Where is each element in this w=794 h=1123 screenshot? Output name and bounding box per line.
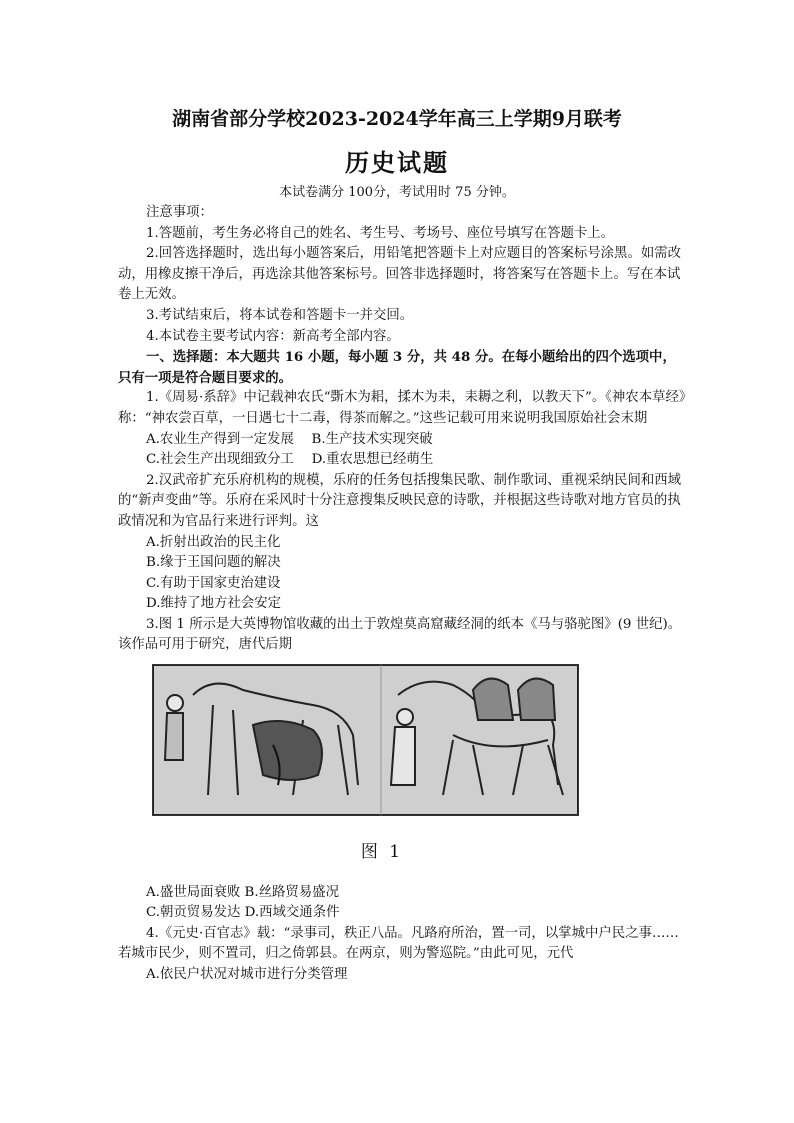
exam-body bbox=[118, 203, 686, 986]
notice-item: 3.考试结束后，将本试卷和答题卡一并交回。 bbox=[146, 307, 414, 323]
question-option: A.折射出政治的民主化 bbox=[146, 534, 281, 550]
exam-meta: 本试卷满分 100分，考试用时 75 分钟。 bbox=[279, 185, 515, 200]
question-option: C.有助于国家吏治建设 bbox=[146, 575, 281, 591]
exam-title: 湖南省部分学校2023-2024学年高三上学期9月联考 bbox=[172, 108, 622, 130]
notice-item: 2.回答选择题时，选出每小题答案后，用铅笔把答题卡上对应题目的答案标号涂黑。如需改动，用橡皮擦干净后，再选涂其他答案标号。回答非选择题时，将答案写在答题卡上。写在本试卷上无效。 bbox=[118, 246, 682, 303]
question-stem: 1.《周易·系辞》中记载神农氏“斲木为耜，揉木为耒，耒耨之利，以教天下”。《神农本草经》称：“神农尝百草，一日遇七十二毒，得茶而解之。”这些记载可用来说明我国原始社会末期 bbox=[118, 390, 686, 426]
notice-heading: 注意事项： bbox=[146, 205, 213, 220]
question-options: C.朝贡贸易发达 D.西域交通条件 bbox=[146, 905, 340, 921]
question-option: D.维持了地方社会安定 bbox=[146, 596, 282, 612]
question-stem: 2.汉武帝扩充乐府机构的规模，乐府的任务包括搜集民歌、制作歌词、重视采纳民间和西域的“新声变曲”等。乐府在采风时十分注意搜集反映民意的诗歌，并根据这些诗歌对地方官员的执政情况和为官品行来进行评判。这 bbox=[118, 472, 682, 529]
notice-item: 1.答题前，考生务必将自己的姓名、考生号、考场号、座位号填写在答题卡上。 bbox=[146, 225, 615, 241]
question-options: A.农业生产得到一定发展 B.生产技术实现突破 bbox=[146, 431, 433, 447]
notice-item: 4.本试卷主要考试内容：新高考全部内容。 bbox=[146, 328, 400, 344]
question-options: A.盛世局面衰败 B.丝路贸易盛况 bbox=[146, 884, 339, 900]
figure-horse-camel-painting bbox=[152, 664, 579, 816]
question-option: B.缘于王国问题的解决 bbox=[146, 555, 281, 571]
question-stem: 3.图 1 所示是大英博物馆收藏的出土于敦煌莫高窟藏经洞的纸本《马与骆驼图》(9 世纪)。该作品可用于研究，唐代后期 bbox=[118, 616, 682, 653]
subject-title: 历史试题 bbox=[345, 148, 449, 177]
figure-caption: 图 1 bbox=[360, 842, 404, 863]
question-stem: 4.《元史·百官志》载：“录事司，秩正八品。凡路府所治，置一司，以掌城中户民之事……若城市民少，则不置司，归之倚郭县。在两京，则为警巡院。”由此可见，元代 bbox=[118, 925, 679, 962]
question-options: C.社会生产出现细致分工 D.重农思想已经萌生 bbox=[146, 452, 434, 468]
question-option: A.依民户状况对城市进行分类管理 bbox=[146, 967, 348, 983]
section-heading: 一、选择题：本大题共 16 小题，每小题 3 分，共 48 分。在每小题给出的四个选项中，只有一项是符合题目要求的。 bbox=[118, 349, 676, 386]
